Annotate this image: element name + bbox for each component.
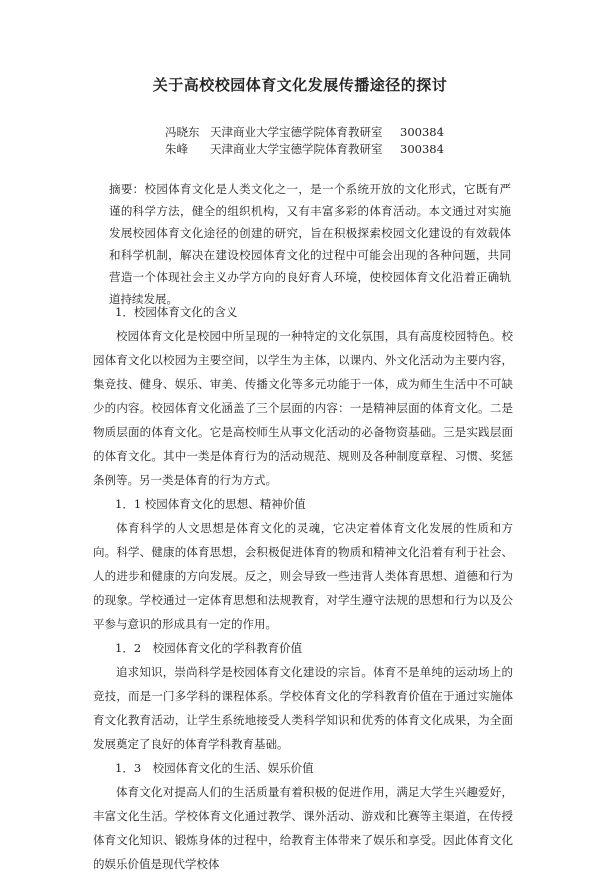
section-paragraph: 校园体育文化是校园中所呈现的一种特定的文化氛围，具有高度校园特色。校园体育文化以校园为主要空间，以学生为主体，以课内、外文化活动为主要内容，集竞技、健身、娱乐、审美、传播文化等多元功能于一体，成为师生生活中不可缺少的内容。校园体育文化涵盖了三个层面的内容：一是精神层面的体育文化。二是物质层面的体育文化。它是高校师生从事文化活动的必备物资基础。三是实践层面的体育文化。其中一类是体育行为的活动规范、规则及各种制度章程、习惯、奖惩条例等。另一类是体育的行为方式。 <box>93 329 513 487</box>
author-name: 朱峰 <box>165 142 188 156</box>
section-paragraph: 体育文化对提高人们的生活质量有着积极的促进作用，满足大学生兴趣爱好，丰富文化生活。学校体育文化通过教学、课外活动、游戏和比赛等主渠道，在传授体育文化知识、锻炼身体的过程中，给教育主体带来了娱乐和享受。因此体育文化的娱乐价值是现代学校体 <box>93 785 513 871</box>
section-heading: 1．2 校园体育文化的学科教育价值 <box>115 641 303 655</box>
author-row <box>165 124 444 141</box>
author-row <box>165 141 444 158</box>
section-heading: 1．1 校园体育文化的思想、精神价值 <box>115 497 306 511</box>
author-affiliation: 天津商业大学宝德学院体育教研室 <box>210 142 383 156</box>
section-heading: 1．3 校园体育文化的生活、娱乐价值 <box>115 761 314 775</box>
author-affiliation: 天津商业大学宝德学院体育教研室 <box>210 125 383 139</box>
abstract: 摘要：校园体育文化是人类文化之一，是一个系统开放的文化形式，它既有严谨的科学方法，健全的组织机构，又有丰富多彩的体育活动。本文通过对实施发展校园体育文化途径的创建的研究，旨在积极探索校园文化建设的有效载体和科学机制，解决在建设校园体育文化的过程中可能会出现的各种问题，共同营造一个体现社会主义办学方向的良好育人环境，使校园体育文化沿着正确轨道持续发展。 <box>109 182 511 306</box>
paper-title: 关于高校校园体育文化发展传播途径的探讨 <box>152 76 448 94</box>
paper-body <box>93 300 513 876</box>
section-heading: 1．校园体育文化的含义 <box>115 305 238 319</box>
author-name: 冯晓东 <box>165 125 200 139</box>
author-list <box>165 124 444 158</box>
section-paragraph: 追求知识，崇尚科学是校园体育文化建设的宗旨。体育不是单纯的运动场上的竞技，而是一门多学科的课程体系。学校体育文化的学科教育价值在于通过实施体育文化教育活动，让学生系统地接受人类科学知识和优秀的体育文化成果，为全面发展奠定了良好的体育学科教育基础。 <box>93 665 513 751</box>
postal-code: 300384 <box>400 142 444 156</box>
section-paragraph: 体育科学的人文思想是体育文化的灵魂，它决定着体育文化发展的性质和方向。科学、健康的体育思想，会积极促进体育的物质和精神文化沿着有利于社会、人的进步和健康的方向发展。反之，则会导致一些违背人类体育思想、道德和行为的现象。学校通过一定体育思想和法规教育，对学生遵守法规的思想和行为以及公平参与意识的形成具有一定的作用。 <box>93 521 513 631</box>
postal-code: 300384 <box>400 125 444 139</box>
